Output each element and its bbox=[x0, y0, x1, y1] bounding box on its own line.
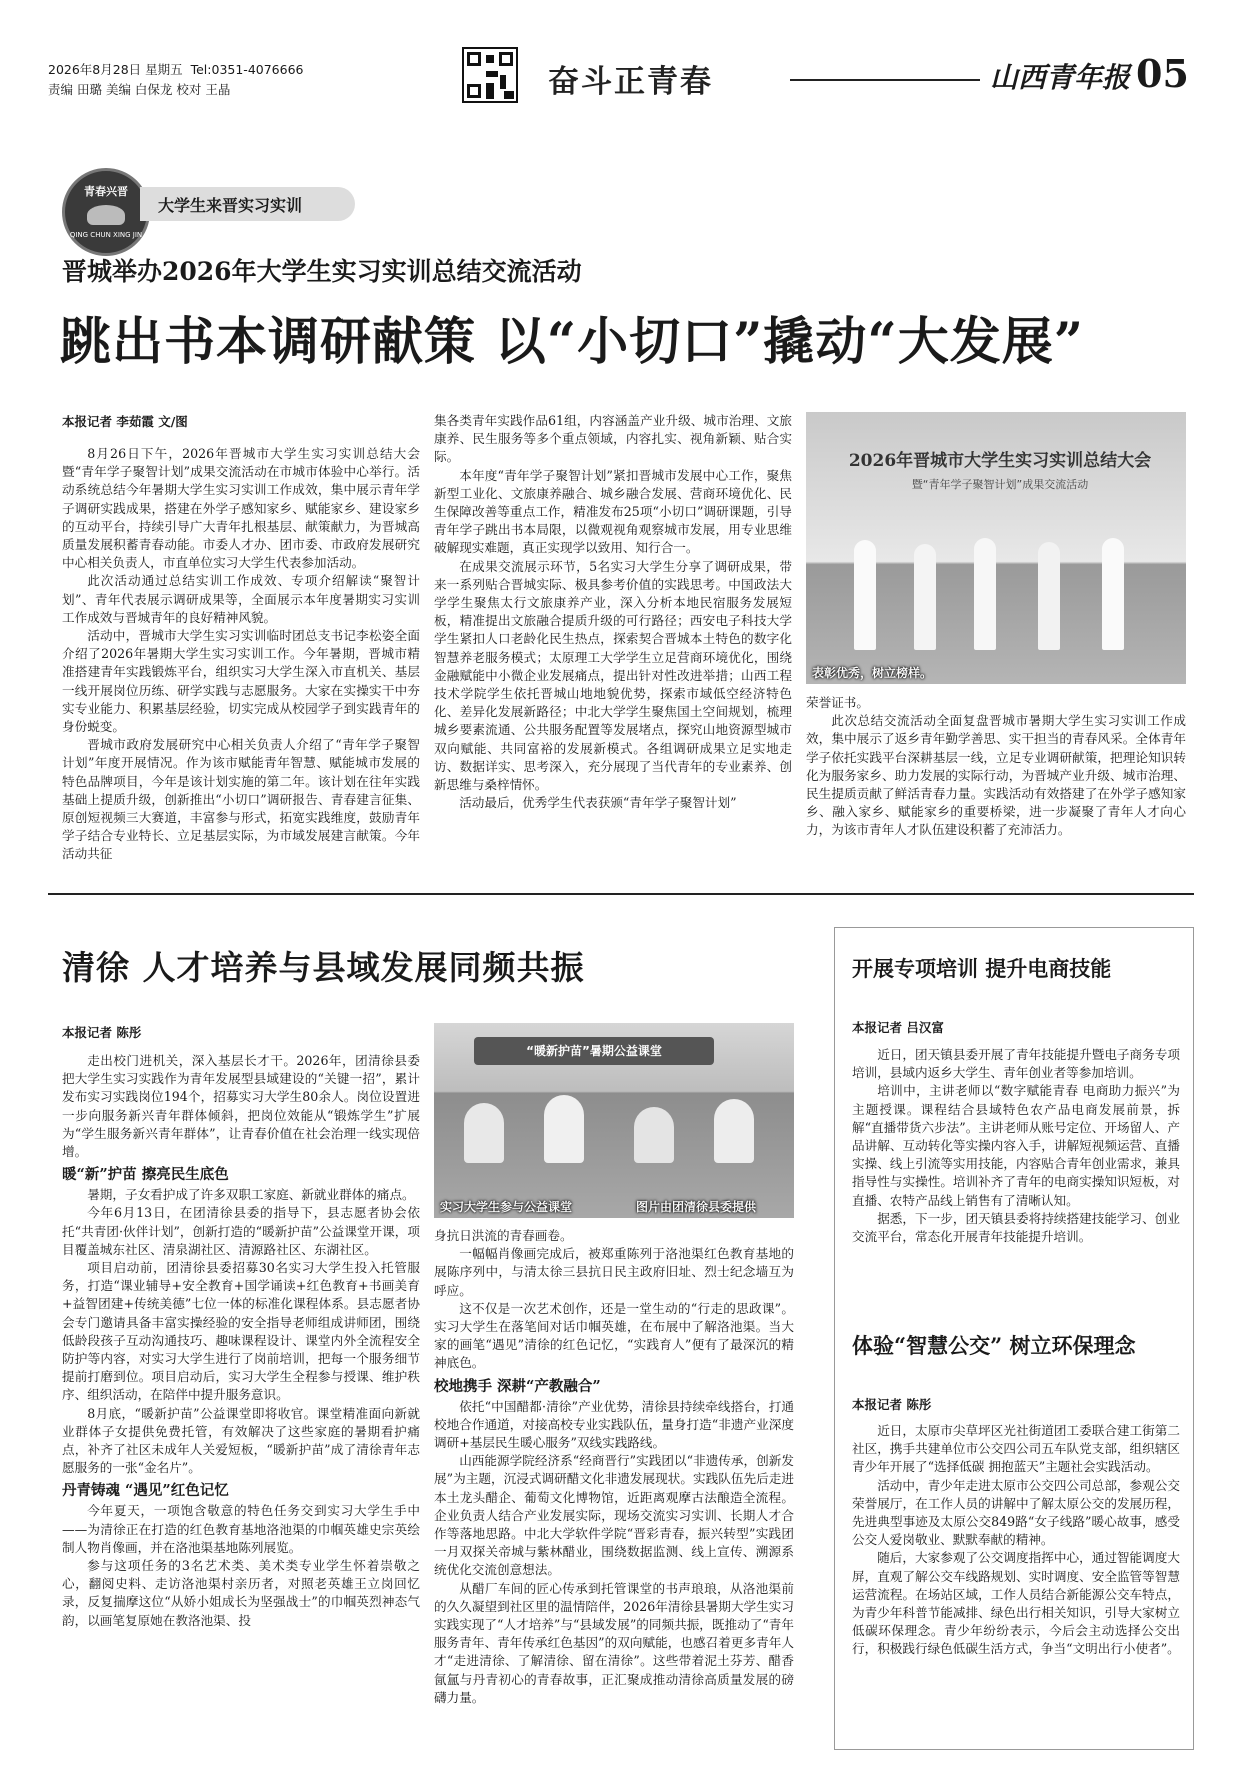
lead-paragraph: 荣誉证书。 bbox=[806, 695, 869, 710]
qingxu-photo-caption-right: 图片由团清徐县委提供 bbox=[636, 1200, 757, 1214]
sidebar1-paragraph: 据悉，下一步，团天镇县委将持续搭建技能学习、创业交流平台，常态化开展青年技能提升培训。 bbox=[852, 1210, 1180, 1245]
qingxu-paragraph: 项目启动前，团清徐县委招募30名实习大学生投入托管服务，打造“课业辅导+安全教育+国学诵读+红色教育+书画美育+益智团建+传统美德”七位一体的标准化课程体系。县志愿者协会专门邀请具备丰富实操经验的安全指导老师组成讲师团，围绕低龄段孩子互动沟通技巧、趣味课程设计、课堂内外全流程安全防护等内容，对实习大学生进行了岗前培训，把每一个服务细节提前打磨到位。项目启动后，实习大学生全程参与授课、维护秩序、组织活动，在陪伴中提升服务意识。 bbox=[62, 1260, 420, 1403]
qingxu-photo-banner: “暖新护苗”暑期公益课堂 bbox=[474, 1037, 714, 1065]
sidebar1-headline: 开展专项培训 提升电商技能 bbox=[852, 956, 1112, 981]
qingxu-photo bbox=[434, 1023, 794, 1218]
sidebar2-paragraph: 近日，太原市尖草坪区光社街道团工委联合建工街第二社区，携手共建单位市公交四公司五车队党支部，组织辖区青少年开展了“选择低碳 拥抱蓝天”主题社会实践活动。 bbox=[852, 1423, 1180, 1475]
person-figure bbox=[974, 538, 996, 650]
student-figure bbox=[634, 1107, 674, 1163]
qingxu-paragraph: 从醋厂车间的匠心传承到托管课堂的书声琅琅，从洛池渠前的久久凝望到社区里的温情陪伴，2026年清徐县暑期大学生实习实践实现了“人才培养”与“县域发展”的同频共振，既推动了“青年服务青年、青年传承红色基因”的双向赋能，也感召着更多青年人才“走进清徐、了解清徐、留在清徐”。这些带着泥土芬芳、醋香氤氲与丹青初心的青春故事，正汇聚成推动清徐高质量发展的磅礴力量。 bbox=[434, 1580, 794, 1705]
sidebar1-paragraph: 近日，团天镇县委开展了青年技能提升暨电子商务专项培训，县域内返乡大学生、青年创业者等参加培训。 bbox=[852, 1047, 1180, 1081]
lead-column-3 bbox=[806, 694, 1186, 875]
mountain-icon bbox=[87, 205, 125, 225]
qr-code[interactable] bbox=[462, 47, 518, 103]
lead-photo-caption: 表彰优秀，树立榜样。 bbox=[812, 666, 933, 680]
qingxu-paragraph: 参与这项任务的3名艺术类、美术类专业学生怀着崇敬之心，翻阅史料、走访洛池渠村亲历者，对照老英雄王立岗回忆录，反复揣摩这位“从娇小姐成长为坚强战士”的巾帼英烈神态气韵，以画笔复原她在教洛池渠、投 bbox=[62, 1558, 420, 1628]
qingxu-paragraph: 今年6月13日，在团清徐县委的指导下，县志愿者协会依托“共青团·伙伴计划”，创新打造的“暖新护苗”公益课堂开课，项目覆盖城东社区、清泉湖社区、清源路社区、东湖社区。 bbox=[62, 1205, 420, 1257]
lead-paragraph: 此次总结交流活动全面复盘晋城市暑期大学生实习实训工作成效，集中展示了返乡青年勤学善思、实干担当的青春风采。全体青年学子依托实践平台深耕基层一线，立足专业调研献策，把理论知识转化为服务家乡、助力发展的实际行动，为晋城产业升级、城市治理、民生提质贡献了鲜活青春力量。实践活动有效搭建了在外学子感知家乡、融入家乡、赋能家乡的重要桥梁，进一步凝聚了青年人才向心力，为该市青年人才队伍建设积蓄了充沛活力。 bbox=[806, 713, 1186, 838]
sidebar2-byline: 本报记者 陈彤 bbox=[852, 1397, 932, 1412]
sidebar1-byline: 本报记者 吕汉富 bbox=[852, 1020, 944, 1035]
lead-byline: 本报记者 李茹霞 文/图 bbox=[62, 414, 188, 429]
sidebar2-body bbox=[852, 1422, 1180, 1744]
sidebar1-body bbox=[852, 1046, 1180, 1364]
header-date-line bbox=[48, 60, 304, 78]
sidebar2-paragraph: 活动中，青少年走进太原市公交四公司总部，参观公交荣誉展厅，在工作人员的讲解中了解太原公交的发展历程，先进典型事迹及太原公交849路“女子线路”暖心故事，感受公交人爱岗敬业、默默奉献的精神。 bbox=[852, 1477, 1180, 1548]
column-tag-label: 大学生来晋实习实训 bbox=[158, 196, 303, 215]
lead-paragraph: 本年度“青年学子聚智计划”紧扣晋城市发展中心工作，聚焦新型工业化、文旅康养融合、城乡融合发展、营商环境优化、民生保障改善等重点工作，精准发布25项“小切口”调研课题，引导青年学子跳出书本局限，以微观视角观察城市发展，用专业思维破解现实难题，真正实现学以致用、知行合一。 bbox=[434, 467, 792, 556]
header-date: 2026年8月28日 星期五 bbox=[48, 62, 183, 77]
header-rule bbox=[790, 79, 980, 81]
masthead-logo: 山西青年报 bbox=[990, 61, 1131, 94]
header-tel: Tel:0351-4076666 bbox=[190, 62, 304, 77]
person-figure bbox=[914, 544, 936, 650]
page-number: 05 bbox=[1136, 51, 1189, 96]
student-figure bbox=[714, 1099, 754, 1163]
qingxu-paragraph: 这不仅是一次艺术创作，还是一堂生动的“行走的思政课”。实习大学生在落笔间对话巾帼英雄，在布展中了解洛池渠。当大家的画笔“遇见”清徐的红色记忆，“实践育人”便有了最深沉的精神底色。 bbox=[434, 1300, 794, 1371]
qingxu-paragraph: 今年夏天，一项饱含敬意的特色任务交到实习大学生手中——为清徐正在打造的红色教育基地洛池渠的巾帼英雄史宗英绘制人物肖像画，并在洛池渠基地陈列展览。 bbox=[62, 1503, 420, 1555]
lead-headline: 跳出书本调研献策 以“小切口”撬动“大发展” bbox=[60, 312, 1085, 372]
qingxu-paragraph: 身抗日洪流的青春画卷。 bbox=[434, 1228, 573, 1243]
qingxu-subhead: 丹青铸魂 “遇见”红色记忆 bbox=[62, 1482, 229, 1500]
qingxu-column-1 bbox=[62, 1052, 420, 1747]
photo-banner-sub: 暨“青年学子聚智计划”成果交流活动 bbox=[911, 478, 1089, 491]
lead-paragraph: 此次活动通过总结实训工作成效、专项介绍解读“聚智计划”、青年代表展示调研成果等，全面展示本年度暑期实习实训工作成效与晋城青年的良好精神风貌。 bbox=[62, 573, 420, 625]
person-figure bbox=[1038, 542, 1060, 650]
person-figure bbox=[1102, 538, 1124, 650]
student-figure bbox=[464, 1103, 504, 1163]
section-title: 奋斗正青春 bbox=[548, 64, 713, 100]
lead-paragraph: 8月26日下午，2026年晋城市大学生实习实训总结大会暨“青年学子聚智计划”成果交流活动在市城市体验中心举行。活动系统总结今年暑期大学生实习实训工作成效，集中展示青年学子调研实践成果，搭建在外学子感知家乡、赋能家乡、建设家乡的互动平台，持续引导广大青年扎根基层、献策献力，为晋城高质量发展积蓄青春动能。市委人才办、团市委、市政府发展研究中心相关负责人，市直单位实习大学生代表参加活动。 bbox=[62, 446, 420, 571]
lead-paragraph: 在成果交流展示环节，5名实习大学生分享了调研成果，带来一系列贴合晋城实际、极具参考价值的实践思考。中国政法大学学生聚焦太行文旅康养产业，深入分析本地民宿服务发展短板，精准提出文旅融合提质升级的可行路径；西安电子科技大学学生紧扣人口老龄化民生热点，探索契合晋城本土特色的数字化智慧养老服务模式；太原理工大学学生立足营商环境优化，围绕金融赋能中小微企业发展痛点，提出针对性改进举措；山西工程技术学院学生依托晋城山地地貌优势，探索市域低空经济特色化、差异化发展新路径；中北大学学生聚焦国土空间规划，梳理城乡要素流通、公共服务配置等发展堵点，探究山地资源型城市双向赋能、共同富裕的发展新模式。各组调研成果立足实地走访、数据详实、思考深入，充分展现了当代青年的专业素养、创新思维与桑梓情怀。 bbox=[434, 558, 792, 793]
sidebar2-headline: 体验“智慧公交” 树立环保理念 bbox=[852, 1333, 1136, 1358]
qingxu-paragraph: 暑期，子女看护成了许多双职工家庭、新就业群体的痛点。 bbox=[87, 1187, 415, 1203]
sidebar2-paragraph: 随后，大家参观了公交调度指挥中心，通过智能调度大屏，直观了解公交车线路规划、实时调度、安全监管等智慧运营流程。在场站区域，工作人员结合新能源公交车特点，为青少年科普节能减排、绿色出行相关知识，引导大家树立低碳环保理念。青少年纷纷表示，今后会主动选择公交出行，积极践行绿色低碳生活方式，争当“文明出行小使者”。 bbox=[852, 1550, 1180, 1657]
photo-banner-title: 2026年晋城市大学生实习实训总结大会 bbox=[848, 451, 1152, 471]
qingxu-paragraph: 山西能源学院经济系“经商晋行”实践团以“非遗传承，创新发展”为主题，沉浸式调研醋文化非遗发展现状。实践队伍先后走进本土龙头醋企、葡萄文化博物馆，近距离观摩古法酿造全流程。企业负责人结合产业发展实际，现场交流实习实训、长期人才合作等落地思路。中北大学软件学院“晋彩青春，振兴转型”实践团一月双探关帝城与紫林醋业，围绕数据监测、线上宣传、溯源系统优化交流创意想法。 bbox=[434, 1453, 794, 1578]
qingxu-headline: 清徐 人才培养与县域发展同频共振 bbox=[62, 948, 585, 987]
column-logo bbox=[62, 168, 150, 256]
qingxu-paragraph: 一幅幅肖像画完成后，被郑重陈列于洛池渠红色教育基地的展陈序列中，与清太徐三县抗日民主政府旧址、烈士纪念墙互为呼应。 bbox=[434, 1246, 794, 1298]
qingxu-subhead: 暖“新”护苗 擦亮民生底色 bbox=[62, 1166, 229, 1184]
person-figure bbox=[854, 540, 876, 650]
lead-kicker: 晋城举办2026年大学生实习实训总结交流活动 bbox=[62, 257, 582, 286]
lead-paragraph: 晋城市政府发展研究中心相关负责人介绍了“青年学子聚智计划”年度开展情况。作为该市赋能青年智慧、赋能城市发展的特色品牌项目，今年是该计划实施的第二年。该计划在往年实践基础上提质升级，创新推出“小切口”调研报告、青春建言征集、原创短视频三大赛道，丰富参与形式，拓宽实践维度，鼓励青年学子结合专业特长、立足基层实际，为市域发展建言献策。今年活动共征 bbox=[62, 737, 420, 862]
qingxu-subhead: 校地携手 深耕“产教融合” bbox=[434, 1377, 601, 1395]
section-divider bbox=[48, 893, 1194, 895]
lead-paragraph: 活动最后，优秀学生代表获颁“青年学子聚智计划” bbox=[459, 795, 737, 811]
lead-photo bbox=[806, 412, 1186, 684]
student-figure bbox=[544, 1095, 584, 1163]
sidebar1-paragraph: 培训中，主讲老师以“数字赋能青春 电商助力振兴”为主题授课。课程结合县域特色农产品电商发展前景，拆解“直播带货六步法”。主讲老师从账号定位、开场留人、产品讲解、互动转化等实操内容入手，讲解短视频运营、直播实操、线上引流等实用技能，内容贴合青年创业需求，兼具指导性与实操性。培训补齐了青年的电商实操知识短板，对直播、农特产品线上销售有了清晰认知。 bbox=[852, 1083, 1180, 1208]
lead-paragraph: 活动中，晋城市大学生实习实训临时团总支书记李松姿全面介绍了2026年暑期大学生实习实训工作。今年暑期，晋城市精准搭建青年实践锻炼平台，组织实习大学生深入市直机关、基层一线开展岗位历练、研学实践与志愿服务。大家在实操实干中夯实专业能力、积累基层经验，切实完成从校园学子到实践青年的身份蜕变。 bbox=[62, 628, 420, 735]
qingxu-paragraph: 8月底，“暖新护苗”公益课堂即将收官。课堂精准面向新就业群体子女提供免费托管，有效解决了这些家庭的暑期看护痛点，补齐了社区未成年人关爱短板，“暖新护苗”成了清徐青年志愿服务的一张“金名片”。 bbox=[62, 1405, 420, 1476]
qingxu-byline: 本报记者 陈彤 bbox=[62, 1025, 142, 1040]
lead-paragraph: 集各类青年实践作品61组，内容涵盖产业升级、城市治理、文旅康养、民生服务等多个重点领域，内容扎实、视角新颖、贴合实际。 bbox=[434, 413, 792, 465]
column-logo-pinyin: QING CHUN XING JIN bbox=[69, 231, 143, 239]
qingxu-paragraph: 走出校门进机关，深入基层长才干。2026年，团清徐县委把大学生实习实践作为青年发展型县域建设的“关键一招”，累计发布实习实践岗位194个，招募实习大学生80余人。岗位设置进一步向服务新兴青年群体倾斜，把岗位效能从“锻炼学生”扩展为“学生服务新兴青年群体”，让青春价值在社会治理一线实现倍增。 bbox=[62, 1053, 420, 1160]
header-staff: 责编 田璐 美编 白保龙 校对 王晶 bbox=[48, 82, 231, 97]
qingxu-paragraph: 依托“中国醋都·清徐”产业优势，清徐县持续牵线搭台，打通校地合作通道，对接高校专业实践队伍，量身打造“非遗产业深度调研+基层民生暖心服务”双线实践路线。 bbox=[434, 1398, 794, 1451]
qingxu-column-2 bbox=[434, 1227, 794, 1747]
column-logo-text: 青春兴晋 bbox=[84, 185, 128, 198]
lead-column-2 bbox=[434, 412, 792, 875]
lead-column-1 bbox=[62, 445, 420, 875]
qingxu-photo-caption-left: 实习大学生参与公益课堂 bbox=[440, 1200, 573, 1214]
